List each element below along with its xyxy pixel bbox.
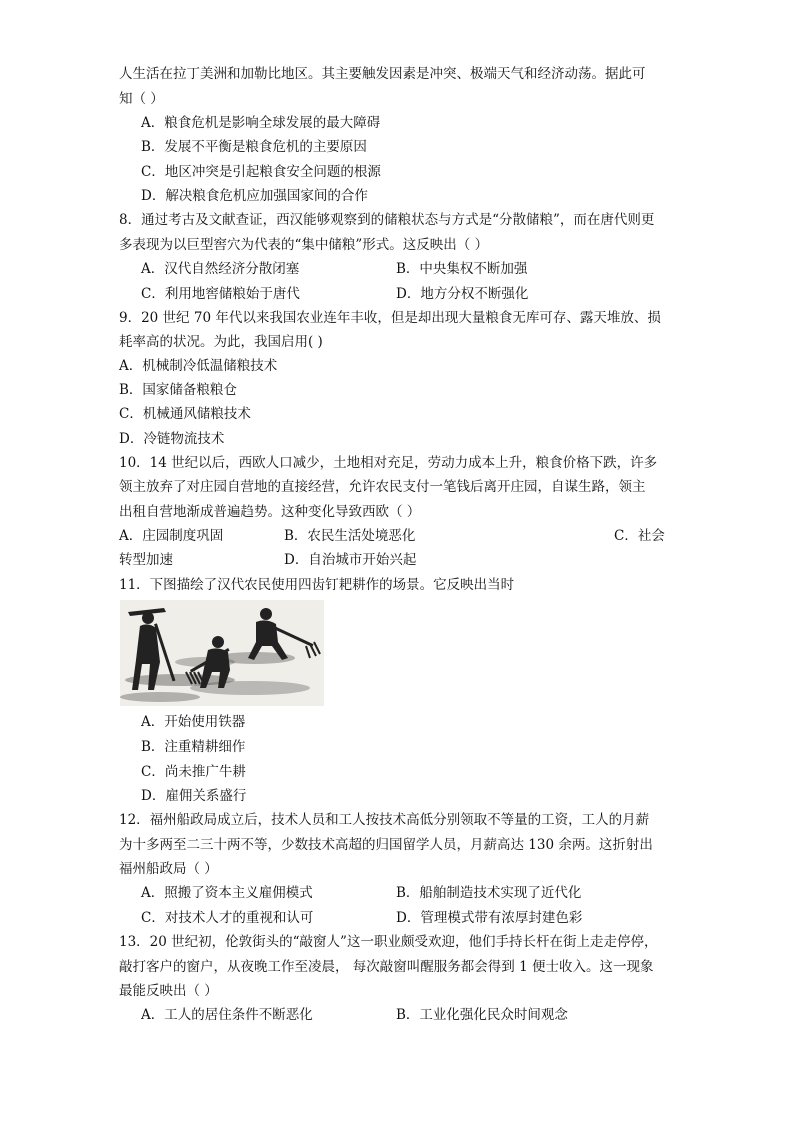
q7-option-b: B．发展不平衡是粮食危机的主要原因 [141,139,367,155]
q9-line-1: 9．20 世纪 70 年代以来我国农业连年丰收，但是却出现大量粮食无库可存、露天堆放、损 [119,310,661,326]
q13-option-b: B．工业化强化民众时间观念 [396,1007,568,1023]
q12-option-d: D．管理模式带有浓厚封建色彩 [396,910,583,926]
q11-option-a: A．开始使用铁器 [141,714,246,730]
q10-option-c: C．社会 [614,528,665,544]
q8-line-2: 多表现为以巨型窖穴为代表的“集中储粮”形式。这反映出（ ） [119,237,489,253]
q9-option-c: C．机械通风储粮技术 [119,406,251,422]
q12-option-c: C．对技术人才的重视和认可 [141,910,314,926]
q10-line-1: 10．14 世纪以后，西欧人口减少，土地相对充足，劳动力成本上升，粮食价格下跌，许多 [119,455,658,471]
q11-option-d: D．雇佣关系盛行 [141,788,247,804]
q11-option-b: B．注重精耕细作 [141,739,246,755]
q9-option-d: D．冷链物流技术 [119,431,225,447]
q7-line-2: 知（ ） [119,91,164,107]
q10-option-c-continued: 转型加速 [119,552,173,568]
q12-line-2: 为十多两至二三十两不等，少数技术高超的归国留学人员，月薪高达 130 余两。这折射出 [119,837,653,853]
q8-option-a: A．汉代自然经济分散闭塞 [141,261,300,277]
q9-option-a: A．机械制冷低温储粮技术 [119,358,278,374]
q9-line-2: 耗率高的状况。为此，我国启用( ) [119,334,323,350]
q12-line-1: 12．福州船政局成立后，技术人员和工人按技术高低分别领取不等量的工资，工人的月薪 [119,812,650,828]
q13-line-2: 敲打客户的窗户，从夜晚工作至凌晨， 每次敲窗叫醒服务都会得到 1 便士收入。这一现象 [119,959,654,975]
q8-option-d: D．地方分权不断强化 [396,286,529,302]
q11-option-c: C．尚未推广牛耕 [141,764,246,780]
q12-option-a: A．照搬了资本主义雇佣模式 [141,885,313,901]
q10-option-a: A．庄园制度巩固 [119,528,224,544]
q7-line-1: 人生活在拉丁美洲和加勒比地区。其主要触发因素是冲突、极端天气和经济动荡。据此可 [119,66,646,82]
q7-option-c: C．地区冲突是引起粮食安全问题的根源 [141,164,381,180]
q10-option-b: B．农民生活处境恶化 [284,528,416,544]
q8-option-b: B．中央集权不断加强 [396,261,528,277]
q7-option-d: D．解决粮食危机应加强国家间的合作 [141,188,368,204]
q13-line-1: 13．20 世纪初，伦敦街头的“敲窗人”这一职业颇受欢迎，他们手持长杆在街上走走停停， [119,934,658,950]
q7-option-a: A．粮食危机是影响全球发展的最大障碍 [141,115,381,131]
han-farming-illustration-svg [120,600,324,706]
q8-line-1: 8．通过考古及文献查证，西汉能够观察到的储粮状态与方式是“分散储粮”，而在唐代则更 [119,212,655,228]
q12-option-b: B．船舶制造技术实现了近代化 [396,885,582,901]
q8-option-c: C．利用地窖储粮始于唐代 [141,286,300,302]
q12-line-3: 福州船政局（ ） [119,861,218,877]
han-farming-illustration [120,600,324,706]
q9-option-b: B．国家储备粮粮仓 [119,382,237,398]
q13-line-3: 最能反映出（ ） [119,983,218,999]
q10-line-3: 出租自营地渐成普遍趋势。这种变化导致西欧（ ） [119,504,421,520]
q13-option-a: A．工人的居住条件不断恶化 [141,1007,313,1023]
q11-line-1: 11．下图描绘了汉代农民使用四齿钉耙耕作的场景。它反映出当时 [119,577,515,593]
q10-line-2: 领主放弃了对庄园自营地的直接经营，允许农民支付一笔钱后离开庄园，自谋生路，领主 [119,479,646,495]
q10-option-d: D．自治城市开始兴起 [284,552,417,568]
